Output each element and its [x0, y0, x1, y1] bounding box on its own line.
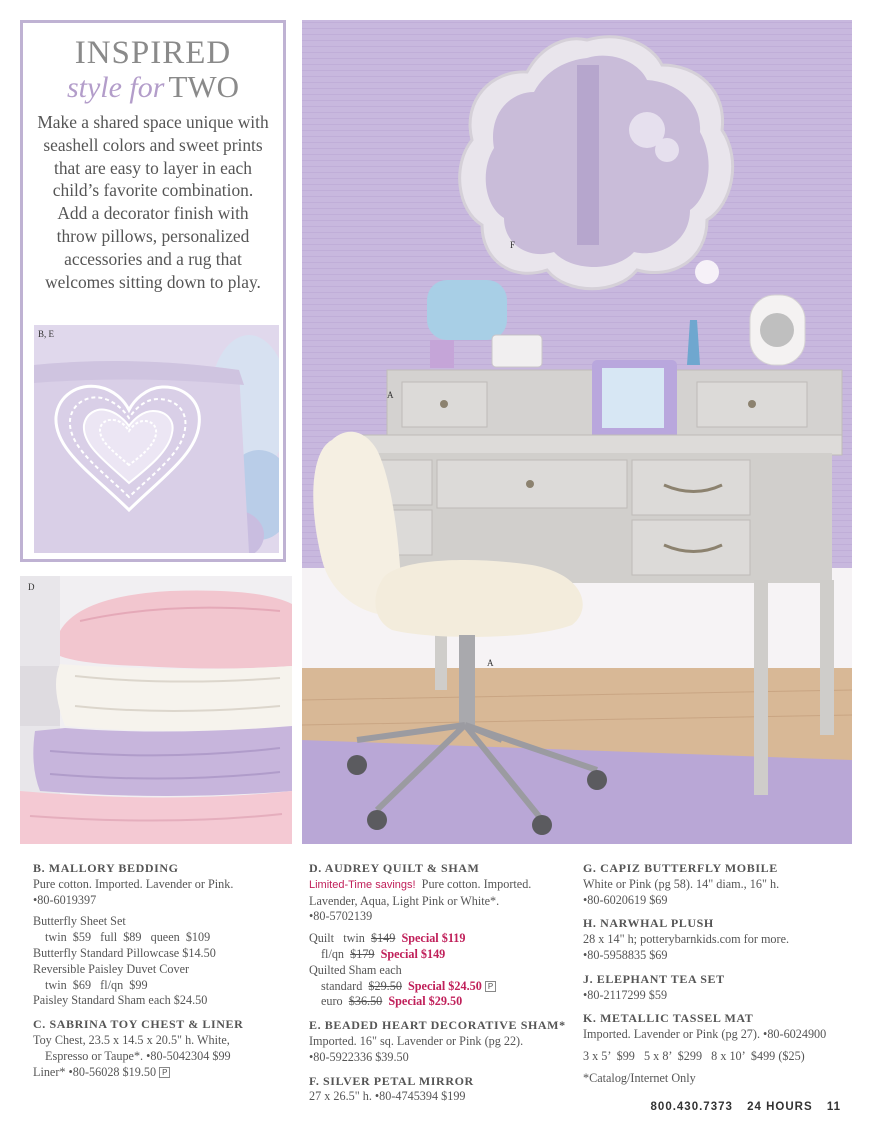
liner-line: Liner* •80-56028 $19.50 — [33, 1064, 157, 1079]
intro-title: INSPIRED — [74, 35, 232, 71]
limited-time-savings: Limited-Time savings! — [309, 878, 416, 891]
sheet-set-prices: twin $59 full $89 queen $109 — [45, 930, 211, 945]
product-k-title: K. METALLIC TASSEL MAT — [583, 1011, 754, 1026]
intro-script-text: style for — [66, 71, 165, 104]
product-c-liner — [33, 1065, 295, 1081]
product-column-2 — [309, 861, 574, 1105]
sham-euro-old-price: $36.50 — [348, 994, 383, 1009]
phone-number: 800.430.7373 — [650, 1101, 733, 1113]
product-g-description: White or Pink (pg 58). 14" diam., 16" h. — [583, 876, 780, 891]
product-column-1 — [33, 861, 295, 1080]
product-g-title: G. CAPIZ BUTTERFLY MOBILE — [583, 861, 778, 875]
sham-standard-label: standard — [321, 978, 363, 993]
room-photo — [302, 20, 852, 844]
capiz-mobile-shape — [427, 280, 507, 340]
quilt-stack-photo — [20, 576, 292, 844]
product-d-description — [309, 877, 574, 894]
room-illustration — [302, 20, 852, 844]
quilt-twin-line — [309, 931, 574, 947]
sheet-set-label: Butterfly Sheet Set — [33, 914, 126, 929]
product-g-sku: •80-6020619 $69 — [583, 892, 668, 907]
photo-tag-bedding: D — [28, 582, 35, 592]
quilt-flqn-label: fl/qn — [321, 946, 345, 961]
product-c-description-1: Toy Chest, 23.5 x 14.5 x 20.5" h. White, — [33, 1032, 230, 1047]
personalize-badge: P — [485, 981, 496, 992]
sham-standard-sale-price: Special $24.50 — [408, 978, 482, 993]
product-f-title: F. SILVER PETAL MIRROR — [309, 1073, 474, 1088]
catalog-note: *Catalog/Internet Only — [583, 1070, 696, 1085]
product-e-title: E. BEADED HEART DECORATIVE SHAM* — [309, 1018, 566, 1033]
quilt-twin-old-price: $149 — [370, 931, 396, 946]
product-f-description: 27 x 26.5" h. •80-4745394 $199 — [309, 1089, 466, 1104]
heart-pillow-photo — [34, 325, 279, 553]
product-k-description: Imported. Lavender or Pink (pg 27). •80-6024900 — [583, 1027, 827, 1042]
personalize-badge: P — [159, 1067, 170, 1078]
intro-subtitle — [23, 69, 283, 105]
product-j-title: J. ELEPHANT TEA SET — [583, 971, 725, 986]
duvet-prices: twin $69 fl/qn $99 — [45, 977, 148, 992]
quilt-flqn-line — [309, 947, 574, 963]
product-column-3 — [583, 861, 858, 1087]
product-h-description: 28 x 14" h; potterybarnkids.com for more. — [583, 932, 790, 947]
product-d-desc-1: Pure cotton. Imported. — [421, 876, 532, 891]
quilt-flqn-old-price: $179 — [350, 946, 375, 961]
product-e-description: Imported. 16" sq. Lavender or Pink (pg 22). — [309, 1033, 524, 1048]
product-c-description-2: Espresso or Taupe*. •80-5042304 $99 — [45, 1048, 231, 1063]
product-d-colors: Lavender, Aqua, Light Pink or White*. — [309, 893, 500, 908]
sham-euro-line — [309, 994, 574, 1010]
sham-standard-old-price: $29.50 — [368, 978, 402, 993]
heart-pillow-illustration — [34, 325, 279, 553]
page-number: 11 — [826, 1101, 841, 1113]
product-d-title: D. AUDREY QUILT & SHAM — [309, 861, 480, 875]
paisley-sham-line: Paisley Standard Sham each $24.50 — [33, 993, 208, 1008]
quilted-sham-label: Quilted Sham each — [309, 962, 402, 977]
duvet-label: Reversible Paisley Duvet Cover — [33, 961, 190, 976]
quilt-twin-sale-price: Special $119 — [401, 931, 466, 946]
product-b-sku: •80-6019397 — [33, 892, 97, 907]
page-footer — [641, 1101, 841, 1113]
product-h-title: H. NARWHAL PLUSH — [583, 916, 714, 931]
sham-standard-line — [309, 979, 574, 995]
product-b-description: Pure cotton. Imported. Lavender or Pink. — [33, 876, 234, 891]
sham-euro-sale-price: Special $29.50 — [388, 994, 463, 1009]
product-j-sku: •80-2117299 $59 — [583, 987, 668, 1002]
photo-tag-desk: A — [387, 390, 394, 400]
quilt-label: Quilt twin — [309, 931, 365, 946]
product-e-sku: •80-5922336 $39.50 — [309, 1049, 409, 1064]
pillowcase-line: Butterfly Standard Pillowcase $14.50 — [33, 945, 216, 960]
quilt-stack-illustration — [20, 576, 292, 844]
hours-label: 24 HOURS — [747, 1101, 813, 1113]
product-k-prices: 3 x 5’ $99 5 x 8’ $299 8 x 10’ $499 ($25) — [583, 1048, 805, 1063]
product-b-title: B. MALLORY BEDDING — [33, 861, 179, 875]
product-d-sku: •80-5702139 — [309, 909, 373, 924]
photo-tag-chair: A — [487, 658, 494, 668]
intro-body: Make a shared space unique with seashell colors and sweet prints that are easy to layer in each child’s favorite combination. Add a decorator finish with throw pillows, personalized accessories and a rug that welcomes sitting down to play. — [37, 112, 269, 292]
photo-tag-mirror: F — [510, 240, 516, 250]
intro-box — [20, 20, 286, 562]
intro-title-word: TWO — [168, 69, 240, 104]
quilt-flqn-sale-price: Special $149 — [380, 946, 446, 961]
sham-euro-label: euro — [321, 994, 343, 1009]
photo-tag-pillow: B, E — [38, 329, 55, 339]
product-c-title: C. SABRINA TOY CHEST & LINER — [33, 1017, 244, 1032]
product-h-sku: •80-5958835 $69 — [583, 947, 668, 962]
